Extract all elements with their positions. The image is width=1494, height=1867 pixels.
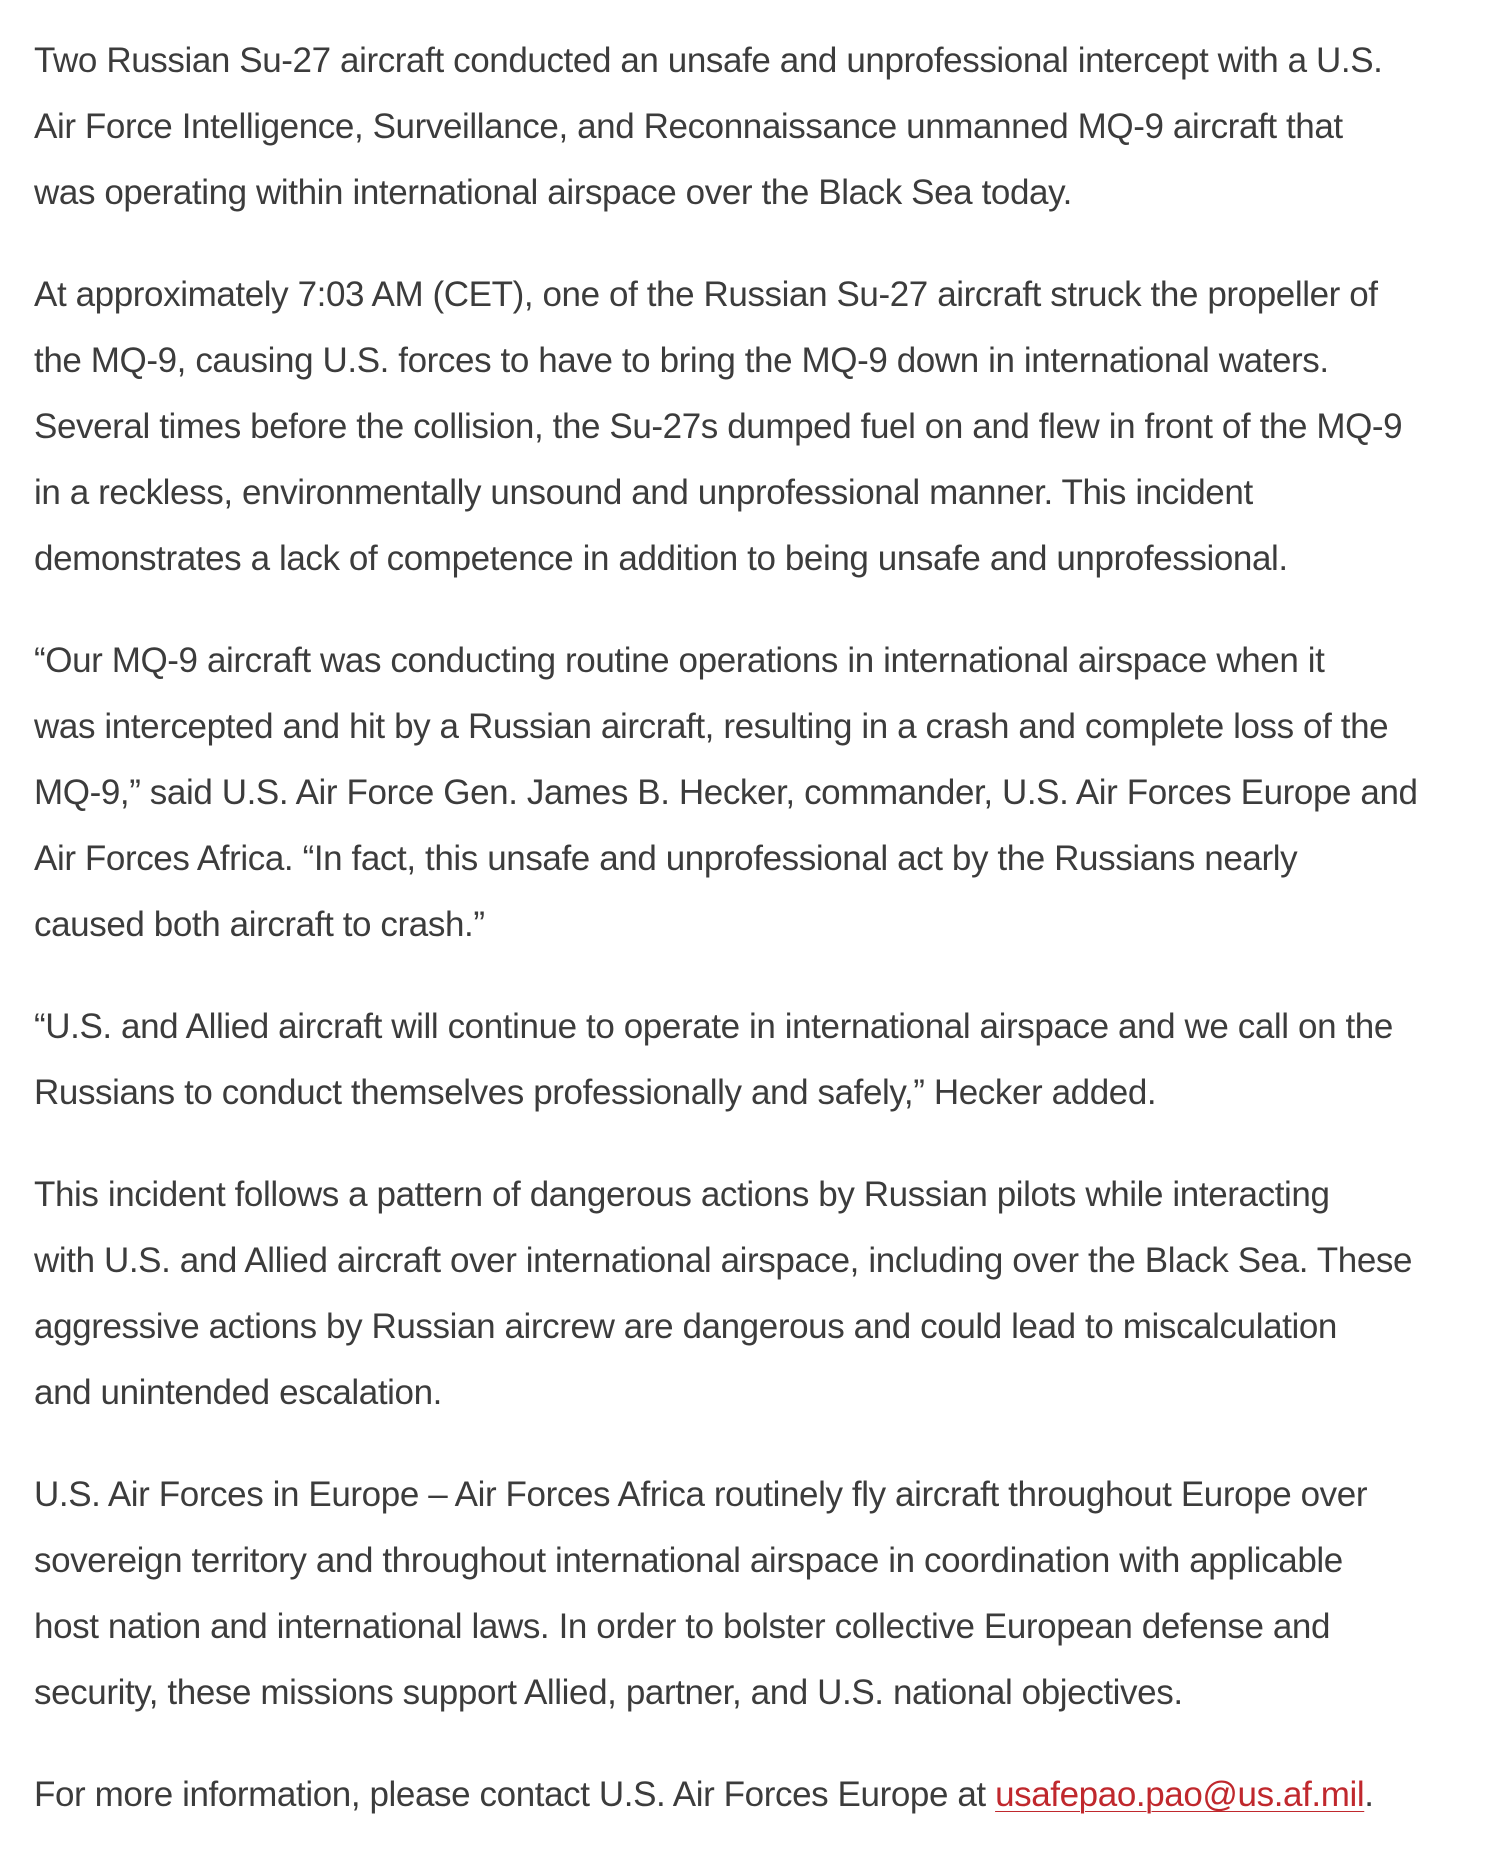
text-line: MQ-9,” said U.S. Air Force Gen. James B. Hecker, commander, U.S. Air Forces Europe and xyxy=(34,773,1418,812)
text-line: with U.S. and Allied aircraft over international airspace, including over the Black Sea. These xyxy=(34,1241,1413,1280)
paragraph-collision xyxy=(34,262,1494,592)
text-line: “U.S. and Allied aircraft will continue to operate in international airspace and we call on the xyxy=(34,1007,1393,1046)
text-line: the MQ-9, causing U.S. forces to have to bring the MQ-9 down in international waters. xyxy=(34,341,1329,380)
text-line: Russians to conduct themselves professionally and safely,” Hecker added. xyxy=(34,1073,1157,1112)
contact-prefix: For more information, please contact U.S. Air Forces Europe at xyxy=(34,1775,996,1814)
paragraph-missions xyxy=(34,1462,1494,1726)
text-line: demonstrates a lack of competence in addition to being unsafe and unprofessional. xyxy=(34,539,1288,578)
text-line: Air Force Intelligence, Surveillance, and Reconnaissance unmanned MQ-9 aircraft that xyxy=(34,107,1343,146)
paragraph-contact xyxy=(34,1762,1494,1828)
paragraph-quote-hecker xyxy=(34,628,1494,958)
text-line: aggressive actions by Russian aircrew are dangerous and could lead to miscalculation xyxy=(34,1307,1337,1346)
email-link[interactable]: usafepao.pao@us.af.mil xyxy=(995,1775,1365,1814)
text-line: caused both aircraft to crash.” xyxy=(34,905,485,944)
contact-line xyxy=(34,1762,1494,1828)
text-line: host nation and international laws. In order to bolster collective European defense and xyxy=(34,1607,1331,1646)
paragraph-quote-allied xyxy=(34,994,1494,1126)
text-line: Air Forces Africa. “In fact, this unsafe and unprofessional act by the Russians nearly xyxy=(34,839,1298,878)
text-line: was operating within international airspace over the Black Sea today. xyxy=(34,173,1072,212)
paragraph-intro xyxy=(34,28,1494,226)
article-body xyxy=(34,28,1494,1864)
text-line: At approximately 7:03 AM (CET), one of the Russian Su-27 aircraft struck the propeller of xyxy=(34,275,1378,314)
text-line: This incident follows a pattern of dangerous actions by Russian pilots while interacting xyxy=(34,1175,1330,1214)
text-line: Several times before the collision, the Su-27s dumped fuel on and flew in front of the MQ-9 xyxy=(34,407,1403,446)
text-line: sovereign territory and throughout international airspace in coordination with applicable xyxy=(34,1541,1343,1580)
contact-suffix: . xyxy=(1364,1775,1374,1814)
text-line: in a reckless, environmentally unsound and unprofessional manner. This incident xyxy=(34,473,1253,512)
text-line: U.S. Air Forces in Europe – Air Forces Africa routinely fly aircraft throughout Europe over xyxy=(34,1475,1368,1514)
text-line: was intercepted and hit by a Russian aircraft, resulting in a crash and complete loss of the xyxy=(34,707,1389,746)
paragraph-pattern xyxy=(34,1162,1494,1426)
text-line: “Our MQ-9 aircraft was conducting routine operations in international airspace when it xyxy=(34,641,1325,680)
text-line: Two Russian Su-27 aircraft conducted an unsafe and unprofessional intercept with a U.S. xyxy=(34,41,1383,80)
text-line: and unintended escalation. xyxy=(34,1373,442,1412)
text-line: security, these missions support Allied, partner, and U.S. national objectives. xyxy=(34,1673,1183,1712)
